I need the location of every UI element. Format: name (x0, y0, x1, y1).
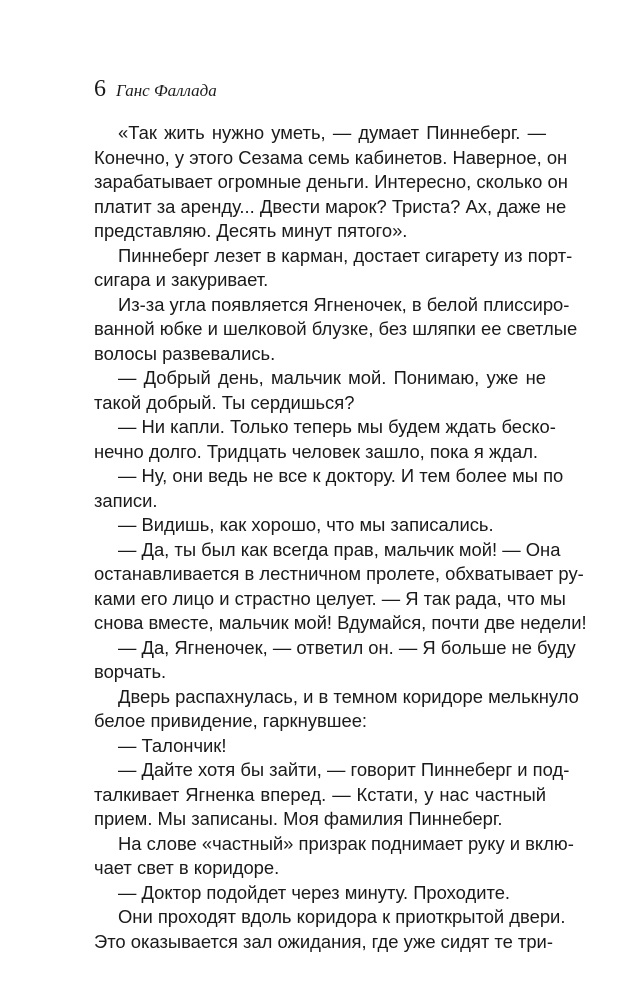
text-line: талкивает Ягненка вперед. — Кстати, у нас частный (94, 783, 546, 805)
page-number: 6 (94, 76, 106, 102)
text-line: нечно долго. Тридцать человек зашло, пока я ждал. (94, 440, 539, 462)
text-line: «Так жить нужно уметь, — думает Пиннеберг. — (118, 122, 546, 143)
running-head (94, 76, 217, 103)
paragraph (94, 832, 574, 881)
text-line: — Ни капли. Только теперь мы будем ждать беско- (118, 416, 556, 437)
paragraph (94, 636, 576, 685)
text-line: ворчать. (94, 661, 167, 682)
text-line: — Дайте хотя бы зайти, — говорит Пиннеберг и под- (118, 759, 570, 780)
paragraph (94, 734, 546, 759)
text-line: такой добрый. Ты сердишься? (94, 391, 355, 413)
paragraph (94, 905, 566, 954)
text-line: Пиннеберг лезет в карман, достает сигарету из порт- (118, 244, 573, 266)
text-line: ванной юбке и шелковой блузке, без шляпки ее светлые (94, 318, 578, 339)
paragraph (94, 293, 578, 367)
text-line: снова вместе, мальчик мой! Вдумайся, почти две недели! (94, 612, 587, 633)
text-line: зарабатывает огромные деньги. Интересно, сколько он (94, 171, 568, 192)
text-line: Это оказывается зал ожидания, где уже сидят те три- (94, 930, 553, 952)
paragraph (94, 685, 579, 734)
text-line: Дверь распахнулась, и в темном коридоре мелькнуло (118, 685, 579, 707)
text-line: останавливается в лестничном пролете, обхватывает ру- (94, 563, 584, 584)
paragraph (94, 881, 546, 906)
paragraph (94, 415, 556, 464)
text-line: — Да, Ягненочек, — ответил он. — Я больше не буду (118, 636, 576, 658)
text-line: Из-за угла появляется Ягненочек, в белой плиссиро- (118, 293, 570, 315)
text-line: представляю. Десять минут пятого». (94, 220, 408, 241)
paragraph (94, 464, 564, 513)
text-line: — Да, ты был как всегда прав, мальчик мой! — Она (118, 538, 561, 560)
text-line: чает свет в коридоре. (94, 857, 280, 878)
text-line: ками его лицо и страстно целует. — Я так рада, что мы (94, 587, 566, 609)
text-line: волосы развевались. (94, 342, 276, 364)
body-text (94, 121, 587, 954)
paragraph (94, 121, 568, 244)
paragraph (94, 538, 587, 636)
paragraph (94, 244, 573, 293)
paragraph (94, 513, 546, 538)
text-line: — Доктор подойдет через минуту. Проходите. (118, 881, 511, 903)
text-line: прием. Мы записаны. Моя фамилия Пиннеберг. (94, 808, 503, 829)
text-line: Они проходят вдоль коридора к приоткрытой двери. (118, 906, 566, 927)
text-line: — Добрый день, мальчик мой. Понимаю, уже не (118, 367, 546, 388)
text-line: сигара и закуривает. (94, 269, 269, 290)
text-line: платит за аренду... Двести марок? Триста? Ах, даже не (94, 195, 567, 217)
text-line: — Видишь, как хорошо, что мы записались. (118, 514, 494, 535)
text-line: — Ну, они ведь не все к доктору. И тем более мы по (118, 465, 564, 486)
paragraph (94, 366, 546, 415)
text-line: белое привидение, гаркнувшее: (94, 710, 368, 731)
author-name: Ганс Фаллада (116, 81, 217, 100)
text-line: записи. (94, 489, 158, 511)
text-line: На слове «частный» призрак поднимает руку и вклю- (118, 832, 574, 854)
text-line: — Талончик! (118, 734, 227, 756)
text-line: Конечно, у этого Сезама семь кабинетов. Наверное, он (94, 146, 568, 168)
paragraph (94, 758, 570, 832)
